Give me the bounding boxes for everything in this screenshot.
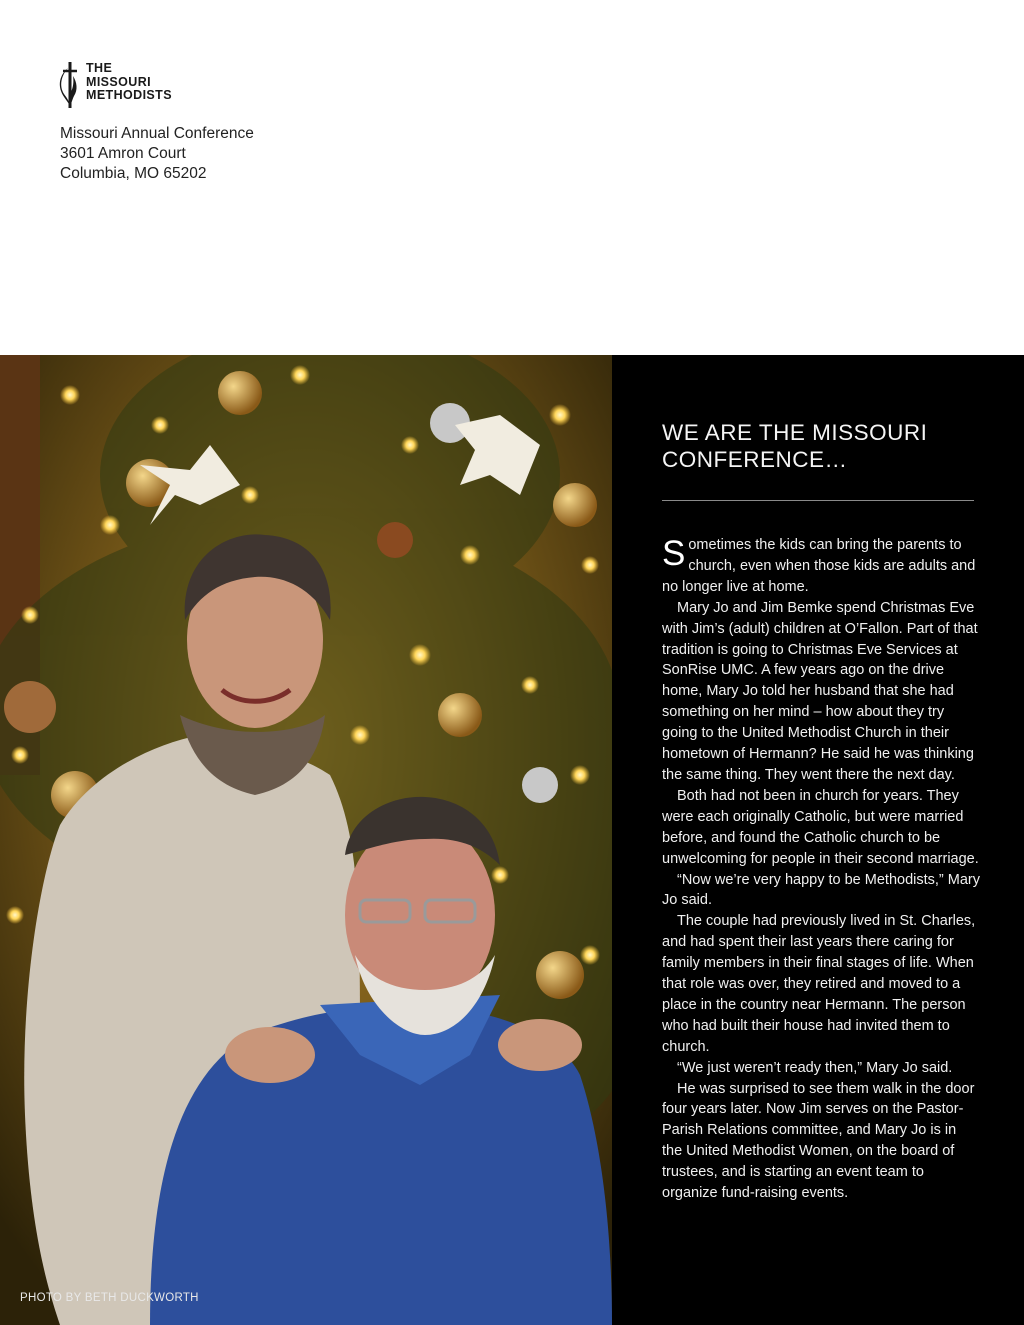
christmas-tree-photo-illustration bbox=[0, 355, 612, 1325]
logo-line-2: MISSOURI bbox=[86, 74, 152, 89]
photo-credit: PHOTO BY BETH DUCKWORTH bbox=[20, 1292, 199, 1304]
drop-cap: S bbox=[662, 534, 686, 573]
article-paragraph: Both had not been in church for years. They were each originally Catholic, but were married before, and found the Catholic church to be unwelcoming for people in their second marriage. bbox=[662, 787, 979, 867]
article-first-paragraph bbox=[662, 535, 980, 598]
article-paragraph: “We just weren’t ready then,” Mary Jo said. bbox=[677, 1059, 953, 1076]
article-paragraph: He was surprised to see them walk in the door four years later. Now Jim serves on the Pastor-Parish Relations committee, and Mary Jo is in the United Methodist Women, on the board of trustees, and is starting an event team to organize fund-raising events. bbox=[662, 1080, 975, 1202]
article-body bbox=[662, 535, 980, 1204]
header bbox=[0, 0, 1024, 355]
return-address bbox=[60, 124, 254, 184]
article-paragraph: Mary Jo and Jim Bemke spend Christmas Eve with Jim’s (adult) children at O’Fallon. Part of that tradition is going to Christmas Eve Services at SonRise UMC. A few years ago on the drive home, Mary Jo told her husband that she had something on her mind – how about they try going to the United Methodist Church in their hometown of Hermann? He said he was thinking the same thing. They went there the next day. bbox=[662, 599, 978, 783]
article-panel bbox=[612, 355, 1024, 1325]
logo-line-1: THE bbox=[86, 61, 113, 75]
article-paragraph: The couple had previously lived in St. Charles, and had spent their last years there caring for family members in their final stages of life. When that role was over, they retired and moved to a place in the country near Hermann. The person who had built their house had invited them to church. bbox=[662, 913, 976, 1055]
cross-and-flame-icon bbox=[58, 62, 80, 108]
article-title: WE ARE THE MISSOURI CONFERENCE… bbox=[662, 420, 928, 472]
article-paragraph: “Now we’re very happy to be Methodists,” Mary Jo said. bbox=[662, 871, 980, 909]
address-line-1: Missouri Annual Conference bbox=[60, 125, 254, 142]
title-divider bbox=[662, 500, 974, 501]
logo-line-3: METHODISTS bbox=[86, 88, 172, 102]
address-line-2: 3601 Amron Court bbox=[60, 145, 186, 162]
logo bbox=[58, 62, 172, 108]
first-paragraph-text: ometimes the kids can bring the parents to church, even when those kids are adults and no longer live at home. bbox=[662, 537, 976, 595]
logo-wordmark bbox=[86, 62, 172, 103]
address-line-3: Columbia, MO 65202 bbox=[60, 165, 207, 182]
couple-photo bbox=[0, 355, 612, 1325]
